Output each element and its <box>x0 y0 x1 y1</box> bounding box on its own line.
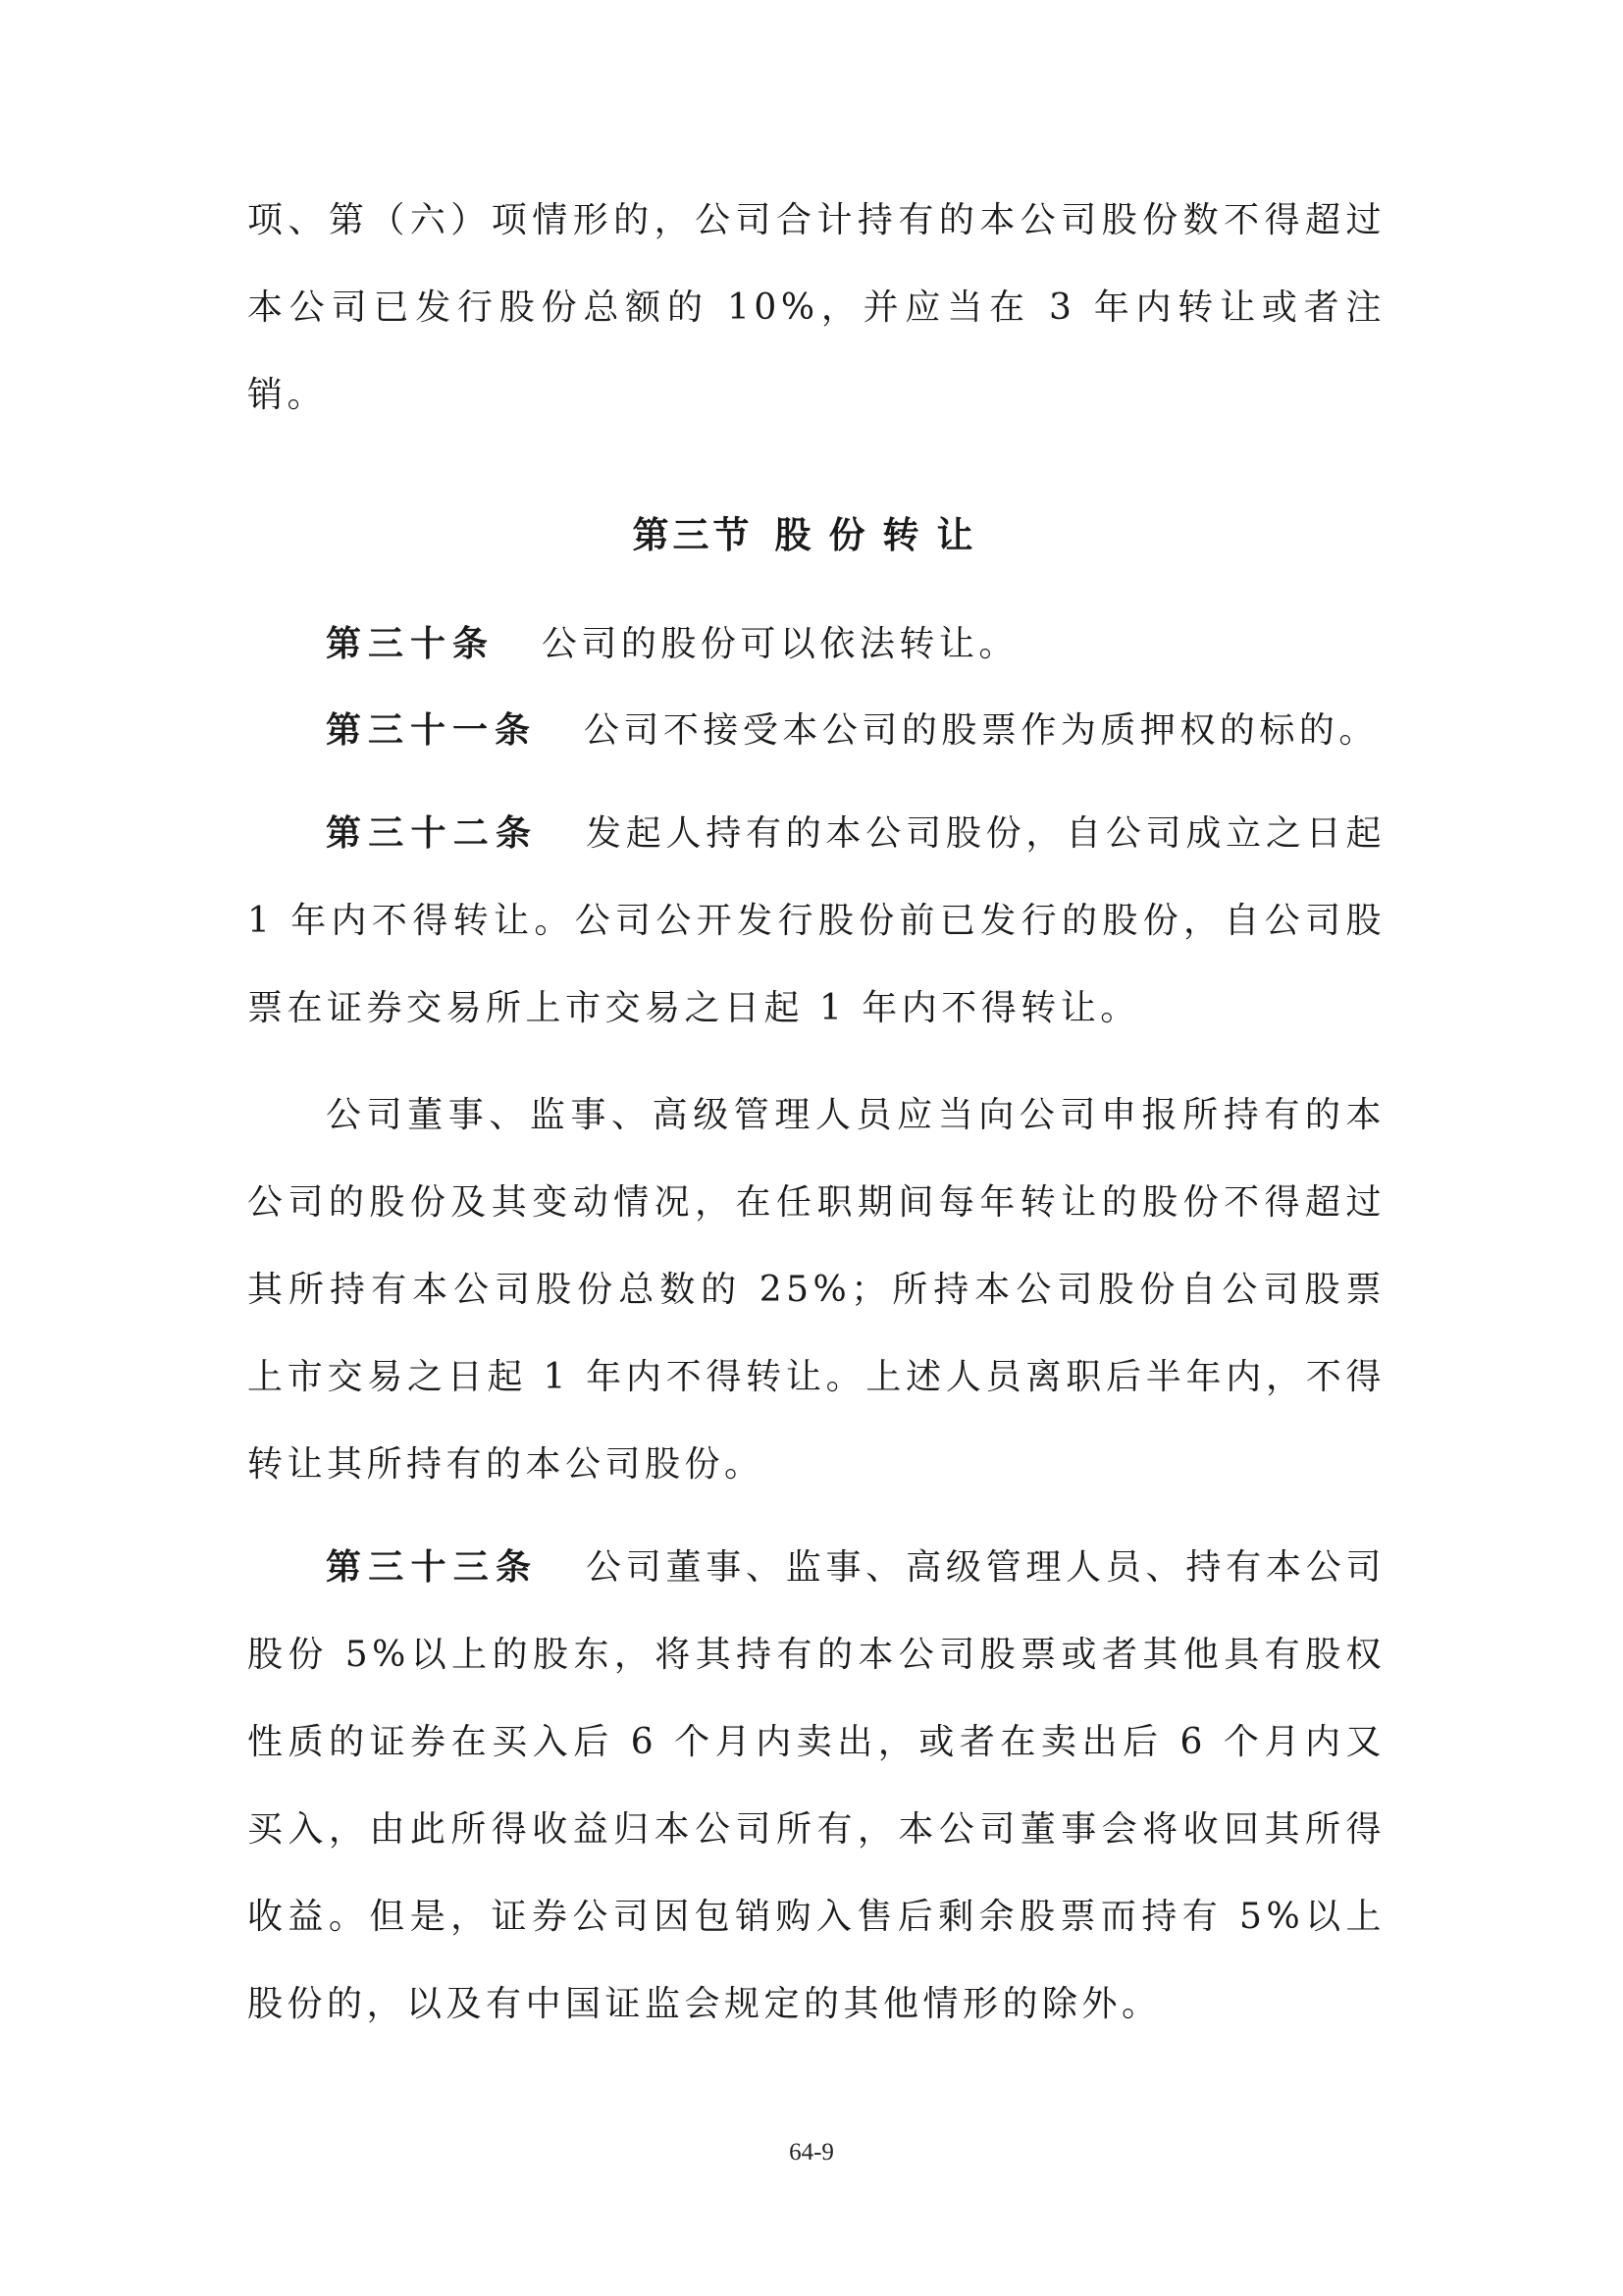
page-number: 64-9 <box>789 2139 834 2166</box>
article-text: 公司董事、监事、高级管理人员、持有本公司股份 5%以上的股东，将其持有的本公司股票或者其他具有股权性质的证券在买入后 6 个月内卖出，或者在卖出后 6 个月内又买入，由此所得收益归本公司所有，本公司董事会将收回其所得收益。但是，证券公司因包销购入售后剩余股票而持有 5%以上股份的，以及有中国证监会规定的其他情形的除外。 <box>247 1547 1386 2024</box>
article-31 <box>247 687 1386 774</box>
paragraph-continuation <box>247 177 1386 439</box>
section-title: 股份转让 <box>774 513 991 556</box>
article-label: 第三十三条 <box>326 1546 539 1588</box>
article-30 <box>247 600 1386 688</box>
article-32 <box>247 790 1386 1052</box>
article-text: 公司的股份可以依法转让。 <box>541 624 1019 664</box>
article-text: 公司不接受本公司的股票作为质押权的标的。 <box>583 710 1379 751</box>
article-label: 第三十条 <box>326 623 496 664</box>
article-label: 第三十二条 <box>326 812 539 854</box>
section-number: 第三节 <box>632 513 754 556</box>
article-text: 发起人持有的本公司股份，自公司成立之日起 1 年内不得转让。公司公开发行股份前已发行的股份，自公司股票在证券交易所上市交易之日起 1 年内不得转让。 <box>247 813 1386 1028</box>
section-heading <box>0 496 1623 574</box>
paragraph-text: 项、第（六）项情形的，公司合计持有的本公司股份数不得超过本公司已发行股份总额的 10%，并应当在 3 年内转让或者注销。 <box>247 200 1386 415</box>
paragraph-text: 公司董事、监事、高级管理人员应当向公司申报所持有的本公司的股份及其变动情况，在任职期间每年转让的股份不得超过其所持有本公司股份总数的 25%；所持本公司股份自公司股票上市交易之日起 1 年内不得转让。上述人员离职后半年内，不得转让其所持有的本公司股份。 <box>247 1095 1386 1485</box>
article-33 <box>247 1524 1386 2048</box>
article-label: 第三十一条 <box>326 709 538 751</box>
article-32-paragraph-2 <box>247 1071 1386 1508</box>
